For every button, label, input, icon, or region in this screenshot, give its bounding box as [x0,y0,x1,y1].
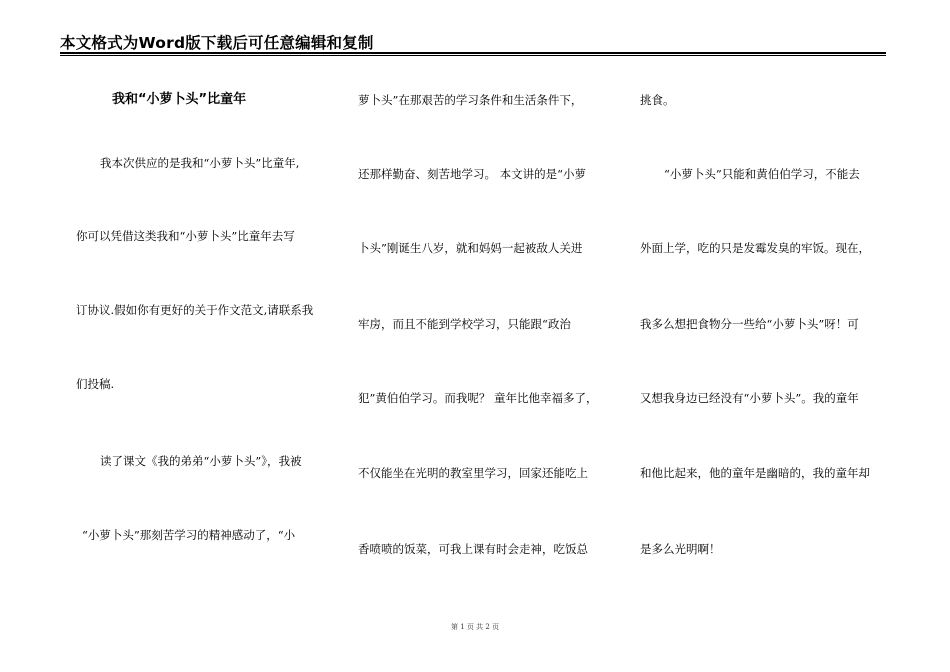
paragraph-line: 订协议.假如你有更好的关于作文范文,请联系我 [76,303,314,317]
header-divider [60,52,886,54]
text-column-3 [640,86,890,606]
paragraph-line: 我本次供应的是我和“小萝卜头”比童年, [100,156,300,170]
article-title: 我和“小萝卜头”比童年 [112,92,247,107]
paragraph-line: 萝卜头”在那艰苦的学习条件和生活条件下， [358,93,583,107]
header-title: 本文格式为Word版下载后可任意编辑和复制 [60,34,374,52]
paragraph-line: 们投稿. [76,377,115,391]
paragraph-line: 又想我身边已经没有“小萝卜头”。我的童年 [640,391,859,405]
paragraph-line: “小萝卜头”只能和黄伯伯学习，不能去 [664,167,860,181]
paragraph-line: 牢房，而且不能到学校学习，只能跟“政治 [358,317,571,331]
document-header [60,33,886,53]
paragraph-line: 挑食。 [640,93,675,107]
paragraph-line: “小萝卜头”那刻苦学习的精神感动了，“小 [82,528,296,542]
page-number: 第 1 页 共 2 页 [450,623,500,631]
text-column-2 [358,86,608,606]
text-column-1 [76,86,326,606]
paragraph-line: 还那样勤奋、刻苦地学习。 本文讲的是“小萝 [358,167,587,181]
paragraph-line: 和他比起来，他的童年是幽暗的，我的童年却 [640,466,870,480]
paragraph-line: 犯”黄伯伯学习。而我呢？ 童年比他幸福多了， [358,391,598,405]
paragraph-line: 不仅能坐在光明的教室里学习，回家还能吃上 [358,466,588,480]
paragraph-line: 外面上学，吃的只是发霉发臭的牢饭。现在， [640,241,870,255]
paragraph-line: 是多么光明啊！ [640,542,721,556]
paragraph-line: 卜头”刚诞生八岁，就和妈妈一起被敌人关进 [358,241,583,255]
paragraph-line: 我多么想把食物分一些给“小萝卜头”呀！可 [640,317,859,331]
header-divider-thin [60,55,886,56]
paragraph-line: 读了课文《我的弟弟“小萝卜头”》，我被 [100,454,302,468]
paragraph-line: 香喷喷的饭菜，可我上课有时会走神，吃饭总 [358,542,588,556]
paragraph-line: 你可以凭借这类我和“小萝卜头”比童年去写 [76,229,295,243]
